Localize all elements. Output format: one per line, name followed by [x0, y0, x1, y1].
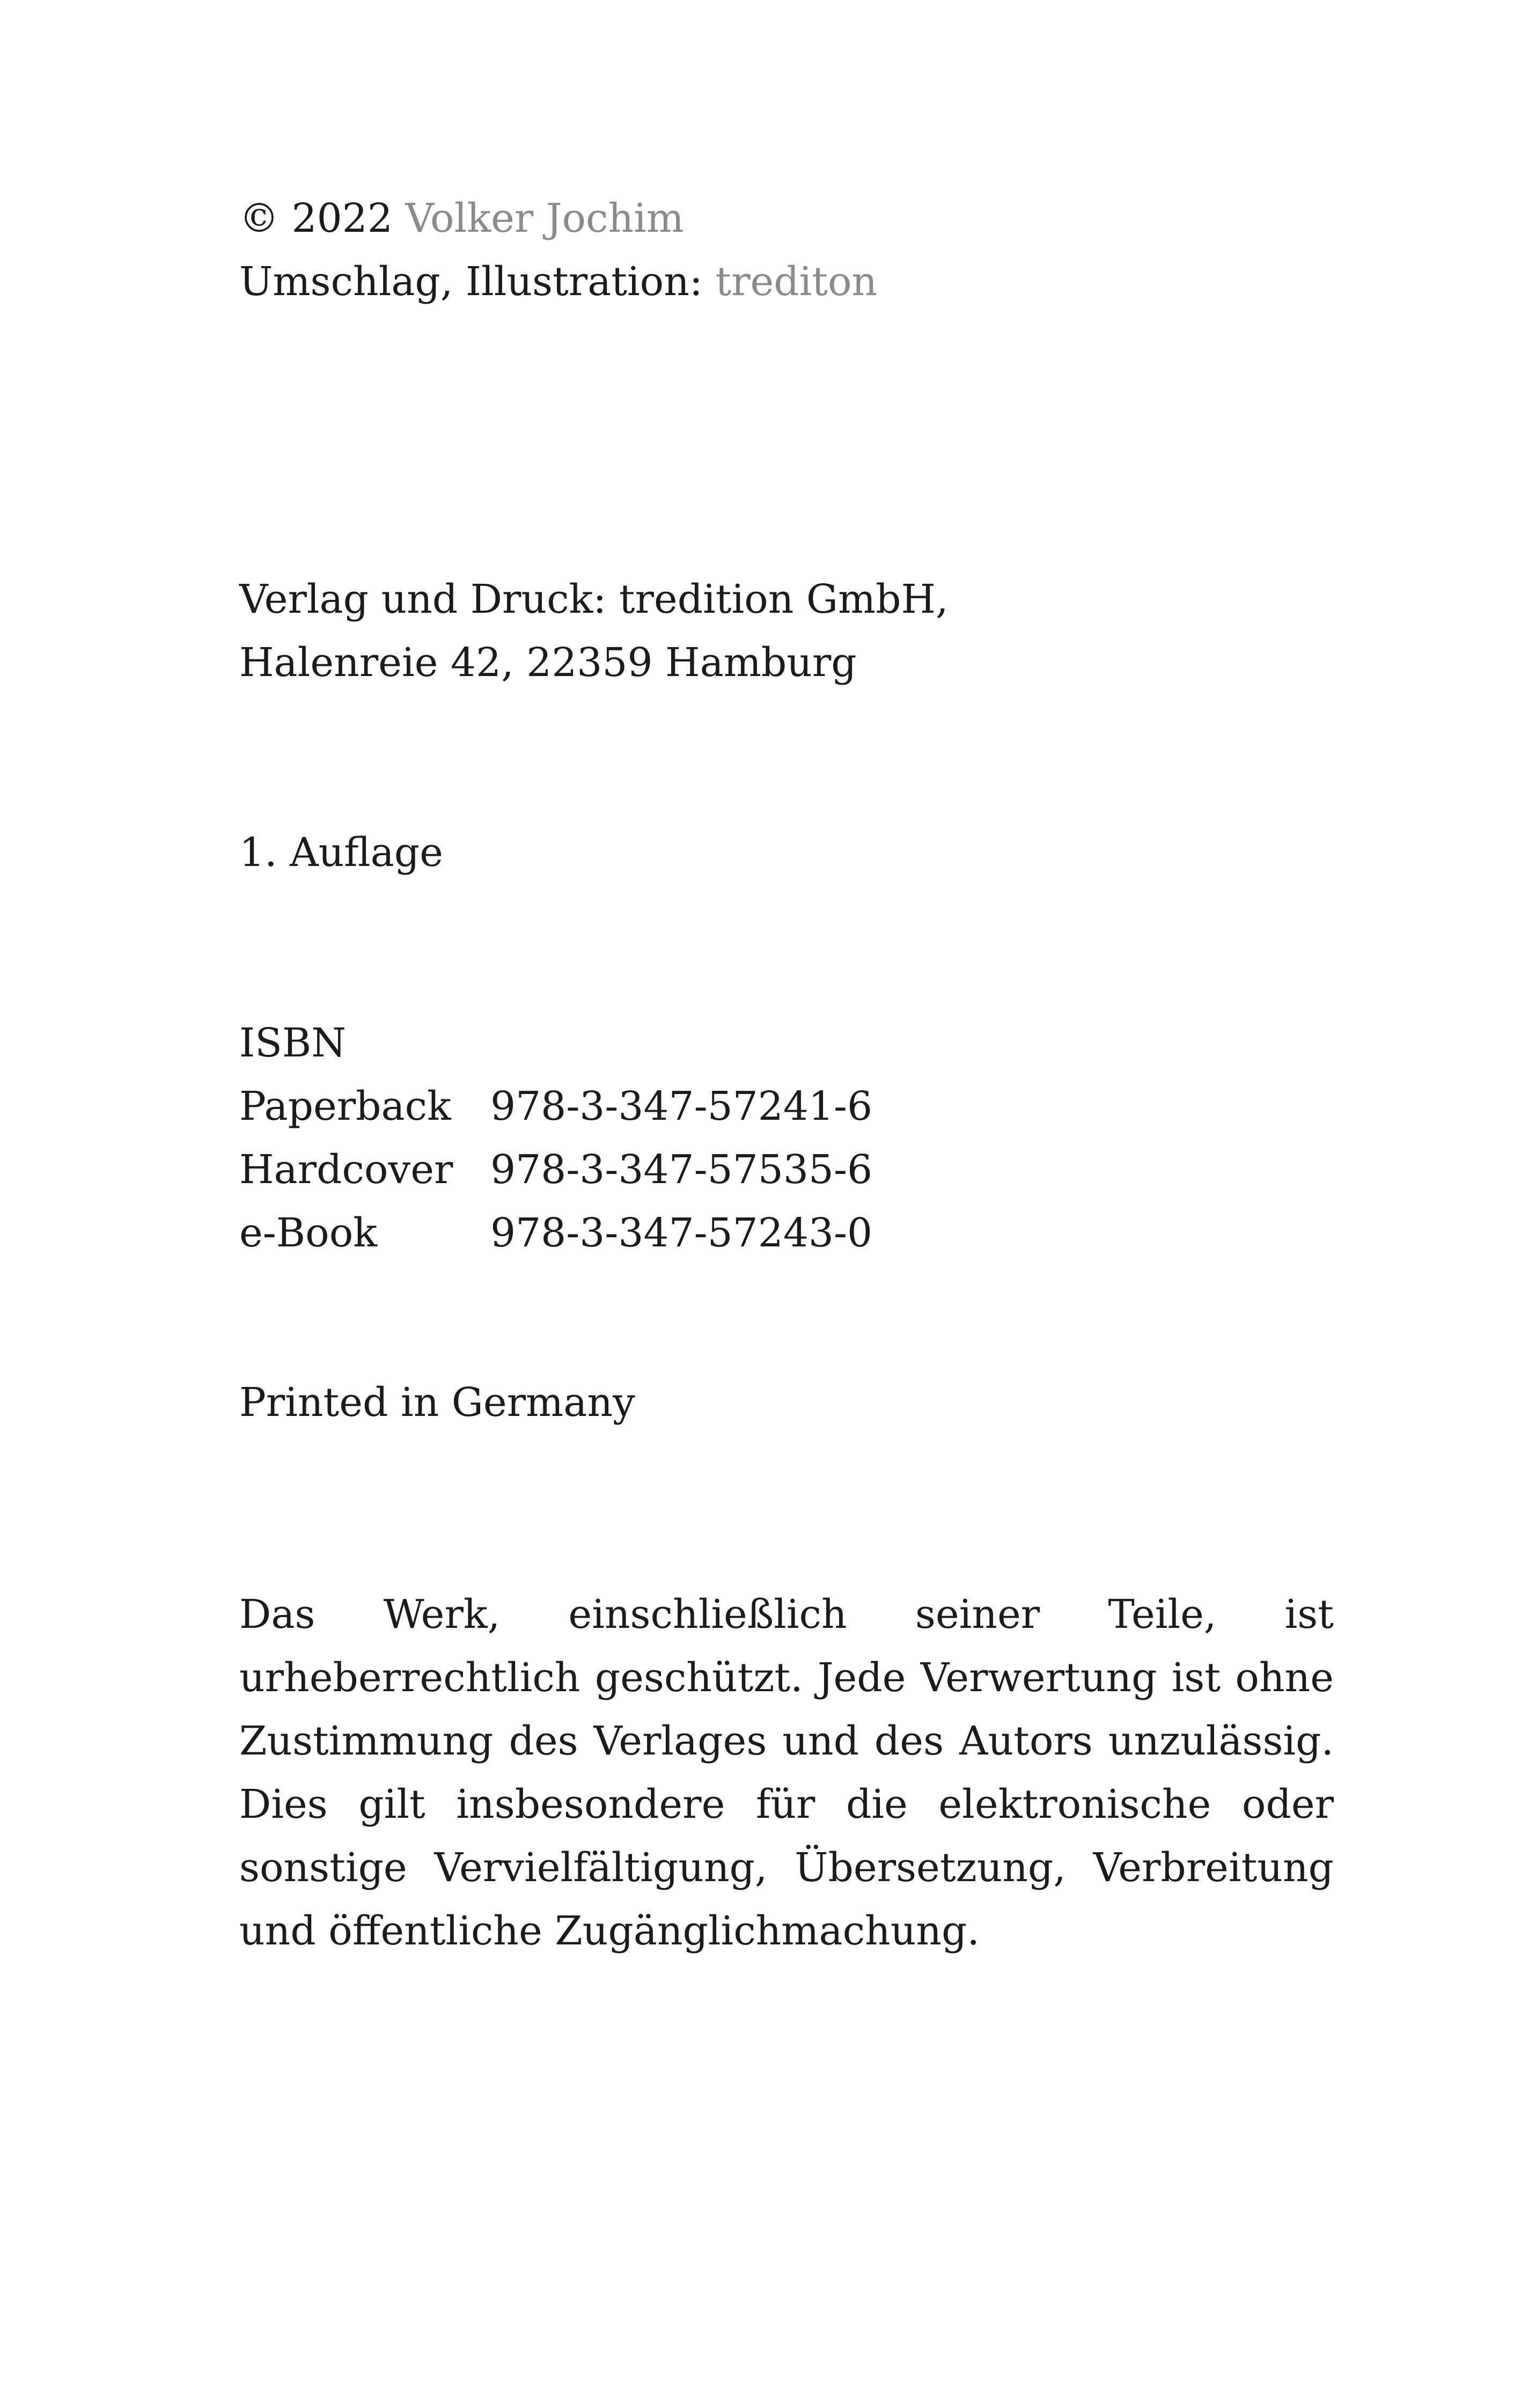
publisher-line-2: Halenreie 42, 22359 Hamburg	[239, 640, 857, 686]
copyright-legal-notice: Das Werk, einschließlich seiner Teile, ist urheberrechtlich geschützt. Jede Verwertung ist ohne Zustimmung des Verlages und des Autors unzulässig. Dies gilt insbesondere für die elektronische oder sonstige Vervielfältigung, Übersetzung, Verbreitung und öffentliche Zugänglichmachung.	[239, 1591, 1334, 1954]
isbn-number: 978-3-347-57243-0	[490, 1210, 873, 1256]
copyright-year: © 2022	[239, 195, 393, 241]
isbn-row	[239, 1075, 872, 1138]
publisher-line-1: Verlag und Druck: tredition GmbH,	[239, 576, 949, 622]
isbn-heading: ISBN	[239, 1020, 347, 1066]
isbn-block	[239, 1011, 872, 1265]
cover-credit-value: trediton	[715, 259, 878, 305]
isbn-number: 978-3-347-57535-6	[490, 1147, 873, 1193]
isbn-format: e-Book	[239, 1210, 378, 1256]
printed-in-line	[239, 1371, 635, 1434]
copyright-line	[239, 187, 877, 250]
isbn-row	[239, 1138, 872, 1201]
author-name: Volker Jochim	[405, 195, 684, 241]
publisher-block	[239, 568, 949, 694]
isbn-row	[239, 1201, 872, 1265]
isbn-format: Hardcover	[239, 1147, 453, 1193]
printed-in-text: Printed in Germany	[239, 1379, 635, 1426]
cover-credit-line	[239, 250, 877, 313]
edition-text: 1. Auflage	[239, 829, 443, 876]
edition-line	[239, 821, 443, 884]
isbn-format: Paperback	[239, 1083, 451, 1129]
cover-credit-label: Umschlag, Illustration:	[239, 259, 703, 305]
isbn-number: 978-3-347-57241-6	[490, 1083, 873, 1129]
copyright-block	[239, 187, 877, 313]
